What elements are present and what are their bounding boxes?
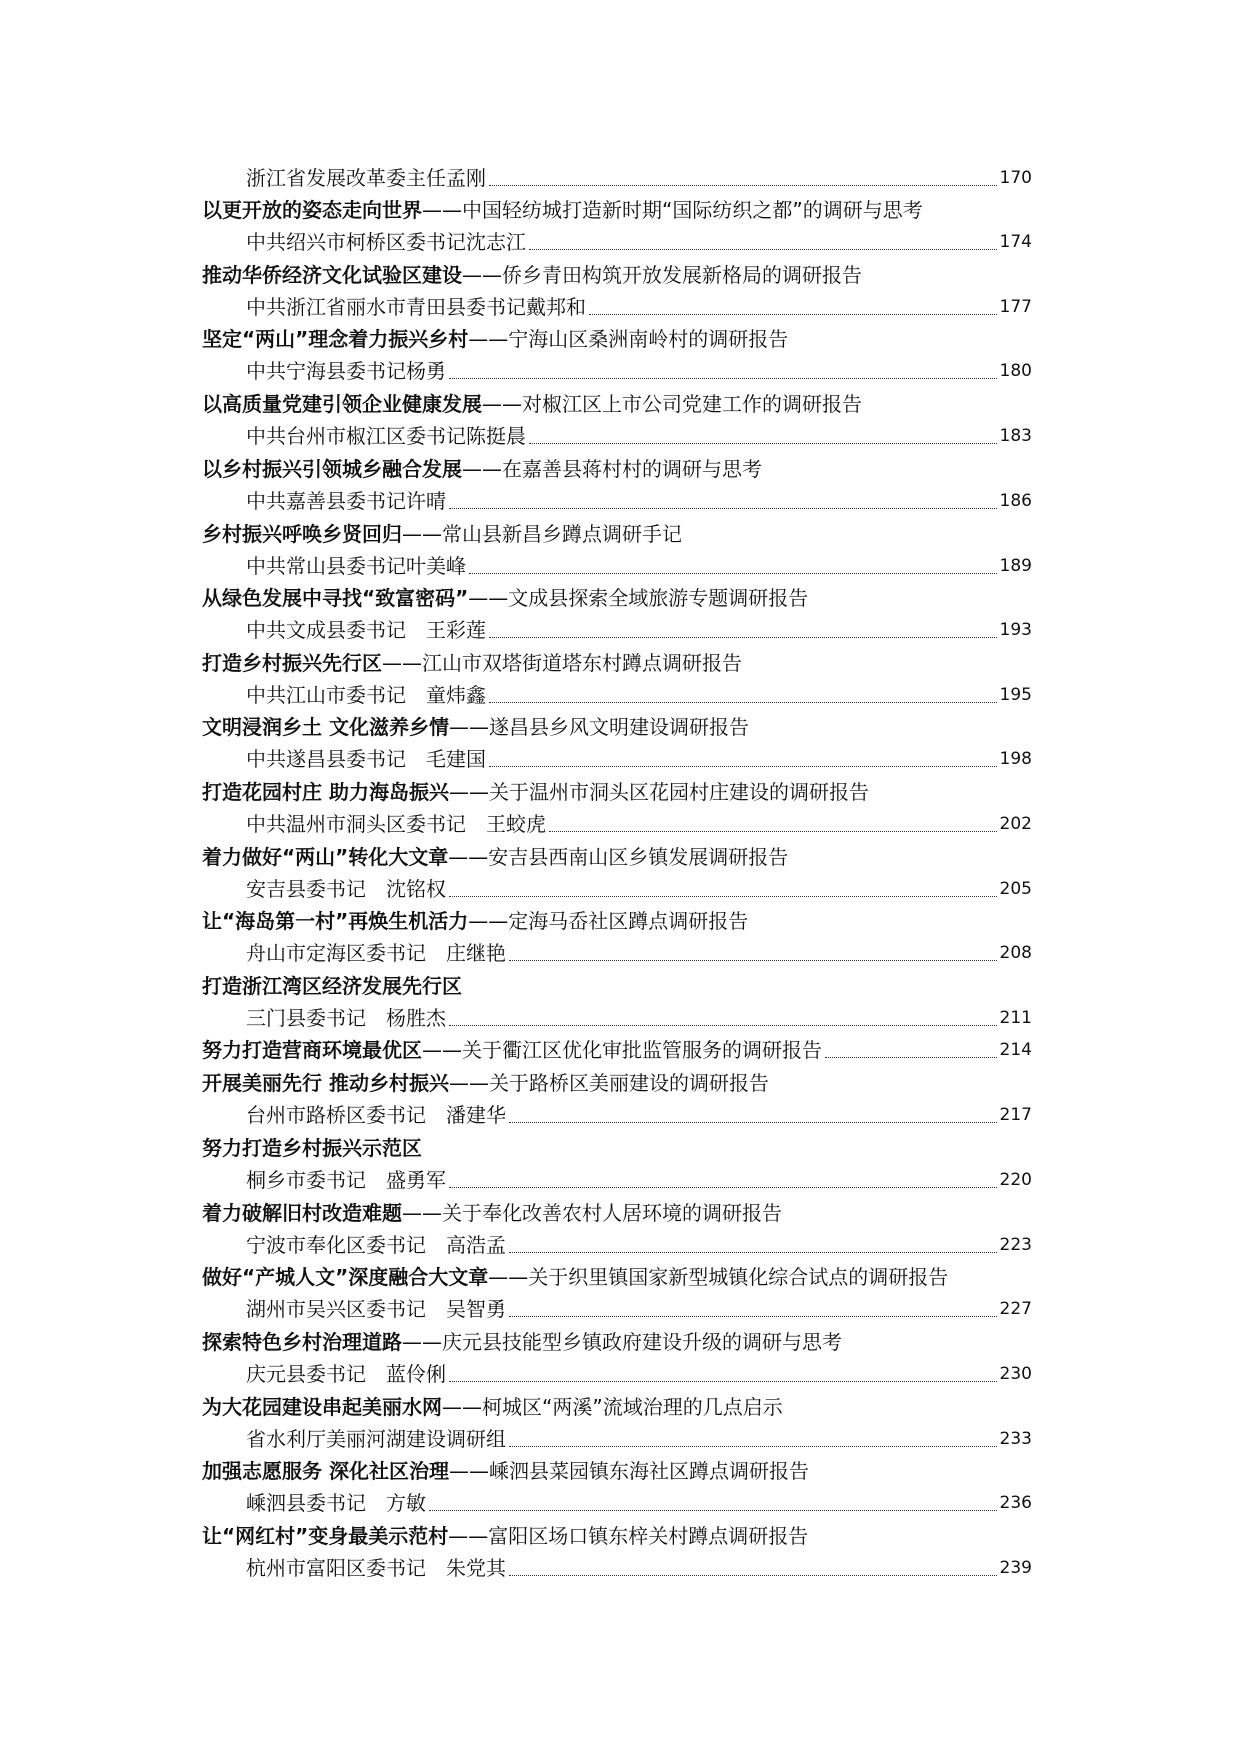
toc-page-number: 202 bbox=[999, 814, 1032, 834]
toc-dot-leader bbox=[529, 443, 997, 444]
toc-title: 以高质量党建引领企业健康发展 bbox=[202, 392, 482, 416]
toc-title-line bbox=[202, 259, 1032, 291]
toc-title-line bbox=[202, 1067, 1032, 1099]
toc-author-line bbox=[246, 1358, 1032, 1390]
toc-subtitle: ——庆元县技能型乡镇政府建设升级的调研与思考 bbox=[402, 1330, 842, 1354]
toc-author-line bbox=[246, 485, 1032, 517]
toc-author: 庆元县委书记 蓝伶俐 bbox=[246, 1362, 446, 1386]
toc-subtitle: ——关于路桥区美丽建设的调研报告 bbox=[448, 1071, 769, 1095]
toc-author-line bbox=[246, 1164, 1032, 1196]
toc-page-number: 217 bbox=[999, 1105, 1032, 1125]
toc-title: 加强志愿服务 深化社区治理 bbox=[202, 1459, 449, 1483]
toc-author: 中共嘉善县委书记许晴 bbox=[246, 489, 446, 513]
toc-title: 努力打造乡村振兴示范区 bbox=[202, 1136, 422, 1160]
toc-title-line bbox=[202, 970, 1032, 1002]
toc-title: 从绿色发展中寻找“致富密码” bbox=[202, 586, 469, 610]
toc-title-line bbox=[202, 518, 1032, 550]
toc-dot-leader bbox=[449, 1381, 997, 1382]
toc-page-number: 180 bbox=[999, 361, 1032, 381]
toc-author: 省水利厅美丽河湖建设调研组 bbox=[246, 1427, 506, 1451]
toc-title: 着力破解旧村改造难题 bbox=[202, 1201, 402, 1225]
toc-title-line bbox=[202, 1455, 1032, 1487]
toc-title: 做好“产城人文”深度融合大文章 bbox=[202, 1265, 489, 1289]
toc-page-number: 227 bbox=[999, 1299, 1032, 1319]
toc-page-number: 174 bbox=[999, 232, 1032, 252]
toc-title: 让“网红村”变身最美示范村 bbox=[202, 1524, 449, 1548]
toc-page-number: 195 bbox=[999, 685, 1032, 705]
toc-title-line bbox=[202, 1034, 1032, 1066]
toc-title-line bbox=[202, 1197, 1032, 1229]
toc-dot-leader bbox=[449, 1025, 997, 1026]
toc-page-number: 193 bbox=[999, 620, 1032, 640]
toc-subtitle: ——宁海山区桑洲南岭村的调研报告 bbox=[468, 327, 789, 351]
toc-dot-leader bbox=[509, 1252, 997, 1253]
toc-author-line bbox=[246, 1552, 1032, 1584]
toc-title: 以更开放的姿态走向世界 bbox=[202, 198, 422, 222]
toc-author: 中共遂昌县委书记 毛建国 bbox=[246, 747, 486, 771]
toc-page-number: 183 bbox=[999, 426, 1032, 446]
toc-title-line bbox=[202, 841, 1032, 873]
toc-page-number: 230 bbox=[999, 1364, 1032, 1384]
toc-author-line bbox=[246, 355, 1032, 387]
toc-author: 中共浙江省丽水市青田县委书记戴邦和 bbox=[246, 295, 586, 319]
toc-title: 坚定“两山”理念着力振兴乡村 bbox=[202, 327, 469, 351]
toc-author: 中共江山市委书记 童炜鑫 bbox=[246, 683, 486, 707]
toc-author: 嵊泗县委书记 方敏 bbox=[246, 1491, 426, 1515]
toc-author-line bbox=[246, 420, 1032, 452]
toc-subtitle: ——侨乡青田构筑开放发展新格局的调研报告 bbox=[462, 263, 862, 287]
toc-author: 中共温州市洞头区委书记 王蛟虎 bbox=[246, 812, 546, 836]
toc-author-line bbox=[246, 1229, 1032, 1261]
toc-subtitle: ——富阳区场口镇东梓关村蹲点调研报告 bbox=[448, 1524, 809, 1548]
toc-title-line bbox=[202, 194, 1032, 226]
toc-page-number: 236 bbox=[999, 1493, 1032, 1513]
toc-page-number: 220 bbox=[999, 1170, 1032, 1190]
toc-subtitle: ——柯城区“两溪”流域治理的几点启示 bbox=[442, 1395, 783, 1419]
toc-title: 开展美丽先行 推动乡村振兴 bbox=[202, 1071, 449, 1095]
toc-title: 为大花园建设串起美丽水网 bbox=[202, 1395, 442, 1419]
toc-author-line bbox=[246, 550, 1032, 582]
toc-dot-leader bbox=[449, 1187, 997, 1188]
toc-dot-leader bbox=[509, 960, 997, 961]
toc-title-line bbox=[202, 647, 1032, 679]
toc-author-line bbox=[246, 226, 1032, 258]
toc-author-line bbox=[246, 808, 1032, 840]
toc-dot-leader bbox=[449, 378, 997, 379]
toc-dot-leader bbox=[509, 1122, 997, 1123]
toc-author: 桐乡市委书记 盛勇军 bbox=[246, 1168, 446, 1192]
toc-subtitle: ——在嘉善县蒋村村的调研与思考 bbox=[462, 457, 762, 481]
toc-subtitle: ——对椒江区上市公司党建工作的调研报告 bbox=[482, 392, 862, 416]
toc-dot-leader bbox=[489, 637, 997, 638]
toc-author-line bbox=[246, 1099, 1032, 1131]
toc-title-line bbox=[202, 1391, 1032, 1423]
toc-title-line bbox=[202, 453, 1032, 485]
toc-author: 三门县委书记 杨胜杰 bbox=[246, 1006, 446, 1030]
toc-author-line bbox=[246, 937, 1032, 969]
toc-page-number: 186 bbox=[999, 491, 1032, 511]
toc-title: 打造浙江湾区经济发展先行区 bbox=[202, 974, 462, 998]
toc-page-number: 208 bbox=[999, 943, 1032, 963]
toc-dot-leader bbox=[489, 766, 997, 767]
toc-title: 着力做好“两山”转化大文章 bbox=[202, 845, 449, 869]
toc-page-number: 198 bbox=[999, 749, 1032, 769]
toc-author: 浙江省发展改革委主任孟刚 bbox=[246, 166, 486, 190]
toc-author-line bbox=[246, 1423, 1032, 1455]
toc-dot-leader bbox=[509, 1446, 997, 1447]
toc-page-number: 223 bbox=[999, 1235, 1032, 1255]
toc-subtitle: ——关于奉化改善农村人居环境的调研报告 bbox=[402, 1201, 782, 1225]
toc-title: 文明浸润乡土 文化滋养乡情 bbox=[202, 715, 449, 739]
toc-dot-leader bbox=[589, 314, 997, 315]
toc-subtitle: ——江山市双塔街道塔东村蹲点调研报告 bbox=[382, 651, 742, 675]
toc-dot-leader bbox=[529, 249, 997, 250]
toc-dot-leader bbox=[429, 1510, 997, 1511]
toc-title: 探索特色乡村治理道路 bbox=[202, 1330, 402, 1354]
toc-title-line bbox=[202, 711, 1032, 743]
toc-title-line bbox=[202, 1520, 1032, 1552]
toc-title-line bbox=[202, 1132, 1032, 1164]
toc-subtitle: ——安吉县西南山区乡镇发展调研报告 bbox=[448, 845, 789, 869]
toc-author-line bbox=[246, 614, 1032, 646]
toc-page-number: 205 bbox=[999, 879, 1032, 899]
toc-author: 台州市路桥区委书记 潘建华 bbox=[246, 1103, 506, 1127]
toc-author: 安吉县委书记 沈铭权 bbox=[246, 877, 446, 901]
toc-author: 宁波市奉化区委书记 高浩孟 bbox=[246, 1233, 506, 1257]
toc-page-number: 233 bbox=[999, 1429, 1032, 1449]
toc-dot-leader bbox=[489, 185, 997, 186]
toc-author-line bbox=[246, 743, 1032, 775]
toc-author: 中共绍兴市柯桥区委书记沈志江 bbox=[246, 230, 526, 254]
toc-subtitle: ——遂昌县乡风文明建设调研报告 bbox=[448, 715, 749, 739]
toc-page-number: 214 bbox=[999, 1040, 1032, 1060]
toc-page-number: 177 bbox=[999, 297, 1032, 317]
toc-subtitle: ——嵊泗县菜园镇东海社区蹲点调研报告 bbox=[448, 1459, 809, 1483]
toc-page-number: 239 bbox=[999, 1558, 1032, 1578]
toc-author: 湖州市吴兴区委书记 吴智勇 bbox=[246, 1297, 506, 1321]
toc-author-line bbox=[246, 873, 1032, 905]
toc-dot-leader bbox=[489, 702, 997, 703]
toc-subtitle: ——关于温州市洞头区花园村庄建设的调研报告 bbox=[448, 780, 869, 804]
toc-subtitle: ——关于织里镇国家新型城镇化综合试点的调研报告 bbox=[488, 1265, 949, 1289]
toc-dot-leader bbox=[509, 1575, 997, 1576]
toc-title-line bbox=[202, 582, 1032, 614]
toc-subtitle: ——文成县探索全域旅游专题调研报告 bbox=[468, 586, 809, 610]
toc-title-line bbox=[202, 776, 1032, 808]
toc-author-line bbox=[246, 679, 1032, 711]
toc-title-line bbox=[202, 1261, 1032, 1293]
toc-author: 中共常山县委书记叶美峰 bbox=[246, 554, 466, 578]
toc-title: 让“海岛第一村”再焕生机活力 bbox=[202, 909, 469, 933]
toc-dot-leader bbox=[449, 508, 997, 509]
toc-page-number: 170 bbox=[999, 168, 1032, 188]
toc-author: 中共文成县委书记 王彩莲 bbox=[246, 618, 486, 642]
toc-author: 中共台州市椒江区委书记陈挺晨 bbox=[246, 424, 526, 448]
toc-author-line bbox=[246, 291, 1032, 323]
toc-title: 乡村振兴呼唤乡贤回归 bbox=[202, 522, 402, 546]
toc-title: 打造乡村振兴先行区 bbox=[202, 651, 382, 675]
toc-author-line bbox=[246, 1002, 1032, 1034]
toc-author: 舟山市定海区委书记 庄继艳 bbox=[246, 941, 506, 965]
toc-page-number: 211 bbox=[999, 1008, 1032, 1028]
toc-title-line bbox=[202, 388, 1032, 420]
toc-title-line bbox=[202, 1326, 1032, 1358]
toc-dot-leader bbox=[549, 831, 997, 832]
toc-author: 中共宁海县委书记杨勇 bbox=[246, 359, 446, 383]
toc-author-line bbox=[246, 1487, 1032, 1519]
toc-subtitle: ——中国轻纺城打造新时期“国际纺织之都”的调研与思考 bbox=[422, 198, 923, 222]
toc-dot-leader bbox=[509, 1316, 997, 1317]
toc-dot-leader bbox=[469, 573, 997, 574]
toc-title: 努力打造营商环境最优区 bbox=[202, 1038, 422, 1062]
toc-title: 打造花园村庄 助力海岛振兴 bbox=[202, 780, 449, 804]
toc-author-line bbox=[246, 1293, 1032, 1325]
toc-dot-leader bbox=[825, 1057, 997, 1058]
toc-title: 推动华侨经济文化试验区建设 bbox=[202, 263, 462, 287]
toc-title: 以乡村振兴引领城乡融合发展 bbox=[202, 457, 462, 481]
toc-subtitle: ——定海马岙社区蹲点调研报告 bbox=[468, 909, 749, 933]
toc-dot-leader bbox=[449, 896, 997, 897]
toc-subtitle: ——关于衢江区优化审批监管服务的调研报告 bbox=[422, 1038, 822, 1062]
toc-subtitle: ——常山县新昌乡蹲点调研手记 bbox=[402, 522, 682, 546]
toc-author: 杭州市富阳区委书记 朱党其 bbox=[246, 1556, 506, 1580]
toc-author-line bbox=[246, 162, 1032, 194]
toc-title-line bbox=[202, 905, 1032, 937]
toc-title-line bbox=[202, 323, 1032, 355]
toc-page-number: 189 bbox=[999, 556, 1032, 576]
